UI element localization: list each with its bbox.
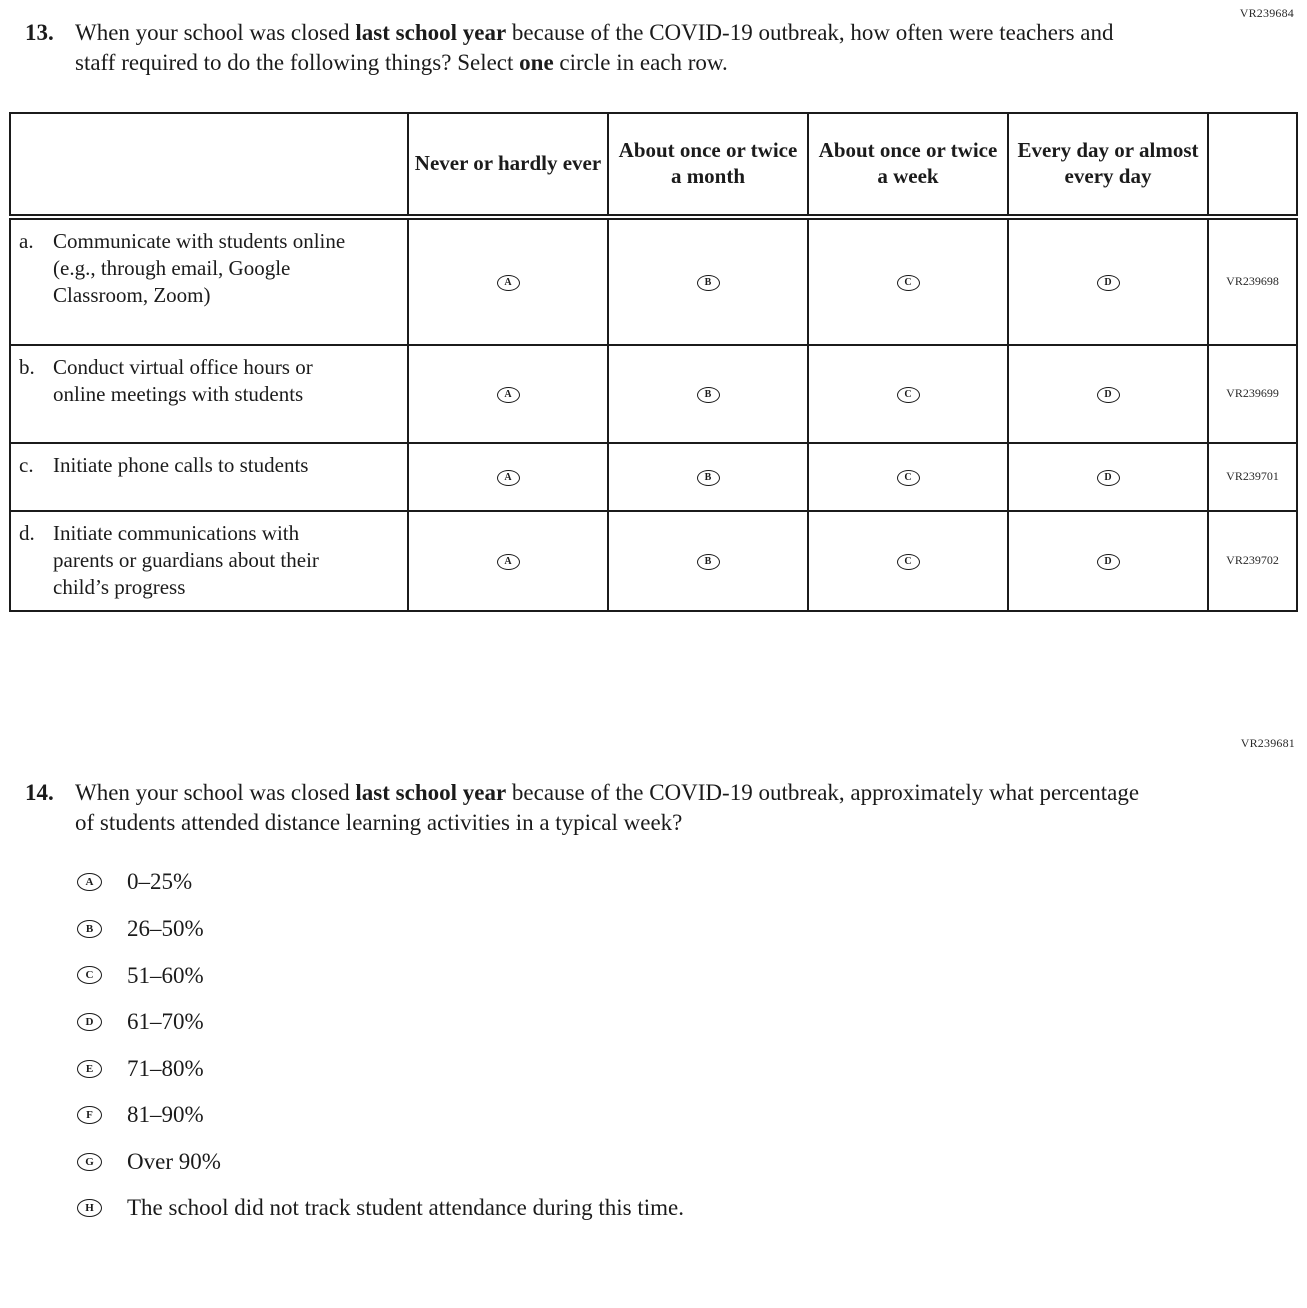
row-label: Initiate phone calls to students bbox=[53, 452, 309, 477]
option-label: Over 90% bbox=[127, 1148, 221, 1174]
row-letter: a. bbox=[19, 228, 34, 253]
row-vr-code: VR239698 bbox=[1208, 217, 1297, 345]
option-label: The school did not track student attendance during this time. bbox=[127, 1195, 684, 1221]
answer-option bbox=[77, 1008, 1298, 1036]
table-header-row bbox=[10, 113, 1297, 217]
question-14-text-part: When your school was closed bbox=[75, 779, 356, 805]
answer-option bbox=[77, 868, 1298, 896]
option-circle[interactable]: D bbox=[77, 1013, 102, 1031]
row-letter: d. bbox=[19, 520, 35, 545]
answer-option bbox=[77, 1194, 1298, 1222]
option-circle[interactable]: D bbox=[1097, 275, 1120, 291]
vr-code-mid: VR239681 bbox=[1240, 735, 1295, 750]
option-circle[interactable]: E bbox=[77, 1060, 102, 1078]
column-header-monthly: About once or twice a month bbox=[608, 113, 808, 217]
option-circle[interactable]: D bbox=[1097, 470, 1120, 486]
row-vr-code: VR239701 bbox=[1208, 443, 1297, 511]
column-header-daily: Every day or almost every day bbox=[1008, 113, 1208, 217]
option-circle[interactable]: B bbox=[697, 554, 720, 570]
answer-option bbox=[77, 1148, 1298, 1176]
table-row-d bbox=[10, 511, 1297, 611]
row-label-cell bbox=[10, 217, 408, 345]
question-14-options bbox=[9, 868, 1298, 1222]
option-circle[interactable]: F bbox=[77, 1106, 102, 1124]
question-14 bbox=[9, 778, 1298, 839]
table-row-b bbox=[10, 345, 1297, 443]
question-13-text-bold: last school year bbox=[355, 20, 507, 45]
row-label-cell bbox=[10, 345, 408, 443]
answer-option bbox=[77, 1101, 1298, 1129]
option-circle[interactable]: A bbox=[77, 873, 102, 891]
option-label: 51–60% bbox=[127, 962, 204, 988]
option-label: 26–50% bbox=[127, 915, 204, 941]
option-circle[interactable]: C bbox=[897, 470, 920, 486]
option-circle[interactable]: H bbox=[77, 1199, 102, 1217]
question-13-text-part: because of the COVID-19 outbreak, how often were teachers and staff required to do the following things? Select bbox=[75, 20, 1114, 76]
column-header-never: Never or hardly ever bbox=[408, 113, 608, 217]
option-circle[interactable]: D bbox=[1097, 387, 1120, 403]
row-label-cell bbox=[10, 443, 408, 511]
option-label: 81–90% bbox=[127, 1102, 204, 1128]
row-letter: b. bbox=[19, 354, 35, 379]
vr-code-top: VR239684 bbox=[1239, 6, 1294, 20]
question-13-text-bold: one bbox=[519, 50, 554, 76]
option-circle[interactable]: G bbox=[77, 1153, 102, 1171]
column-header-weekly: About once or twice a week bbox=[808, 113, 1008, 217]
answer-option bbox=[77, 962, 1298, 990]
option-circle[interactable]: C bbox=[77, 966, 102, 984]
option-circle[interactable]: A bbox=[497, 554, 520, 570]
answer-option bbox=[77, 915, 1298, 943]
question-13-text bbox=[75, 18, 1150, 79]
option-circle[interactable]: A bbox=[497, 275, 520, 291]
option-circle[interactable]: A bbox=[497, 387, 520, 403]
option-circle[interactable]: B bbox=[77, 920, 102, 938]
option-circle[interactable]: C bbox=[897, 275, 920, 291]
row-label-cell bbox=[10, 511, 408, 611]
row-label: Initiate communications with parents or guardians about their child’s progress bbox=[53, 520, 319, 600]
answer-option bbox=[77, 1055, 1298, 1083]
table-row-c bbox=[10, 443, 1297, 511]
option-circle[interactable]: A bbox=[497, 470, 520, 486]
vr-column-header bbox=[1208, 113, 1297, 217]
option-circle[interactable]: B bbox=[697, 275, 720, 291]
row-label: Conduct virtual office hours or online meetings with students bbox=[53, 354, 313, 407]
question-14-text bbox=[75, 778, 1150, 839]
question-13-text-part: When your school was closed bbox=[75, 20, 356, 45]
option-circle[interactable]: B bbox=[697, 387, 720, 403]
question-13-text-part: circle in each row. bbox=[553, 50, 728, 76]
option-label: 61–70% bbox=[127, 1009, 204, 1035]
option-label: 71–80% bbox=[127, 1055, 204, 1081]
row-vr-code: VR239702 bbox=[1208, 511, 1297, 611]
empty-corner-header bbox=[10, 113, 408, 217]
row-vr-code: VR239699 bbox=[1208, 345, 1297, 443]
question-13-number: 13. bbox=[25, 20, 54, 45]
option-circle[interactable]: C bbox=[897, 387, 920, 403]
option-circle[interactable]: C bbox=[897, 554, 920, 570]
row-label: Communicate with students online (e.g., through email, Google Classroom, Zoom) bbox=[53, 228, 346, 308]
option-label: 0–25% bbox=[127, 869, 193, 895]
question-14-number: 14. bbox=[25, 779, 54, 805]
option-circle[interactable]: B bbox=[697, 470, 720, 486]
question-14-text-part: because of the COVID-19 outbreak, approximately what percentage of students attended distance learning activities in a typical week? bbox=[75, 779, 1140, 835]
table-row-a bbox=[10, 217, 1297, 345]
question-14-text-bold: last school year bbox=[355, 779, 507, 805]
row-letter: c. bbox=[19, 452, 34, 477]
option-circle[interactable]: D bbox=[1097, 554, 1120, 570]
frequency-response-table bbox=[9, 112, 1298, 612]
question-13 bbox=[9, 18, 1298, 79]
